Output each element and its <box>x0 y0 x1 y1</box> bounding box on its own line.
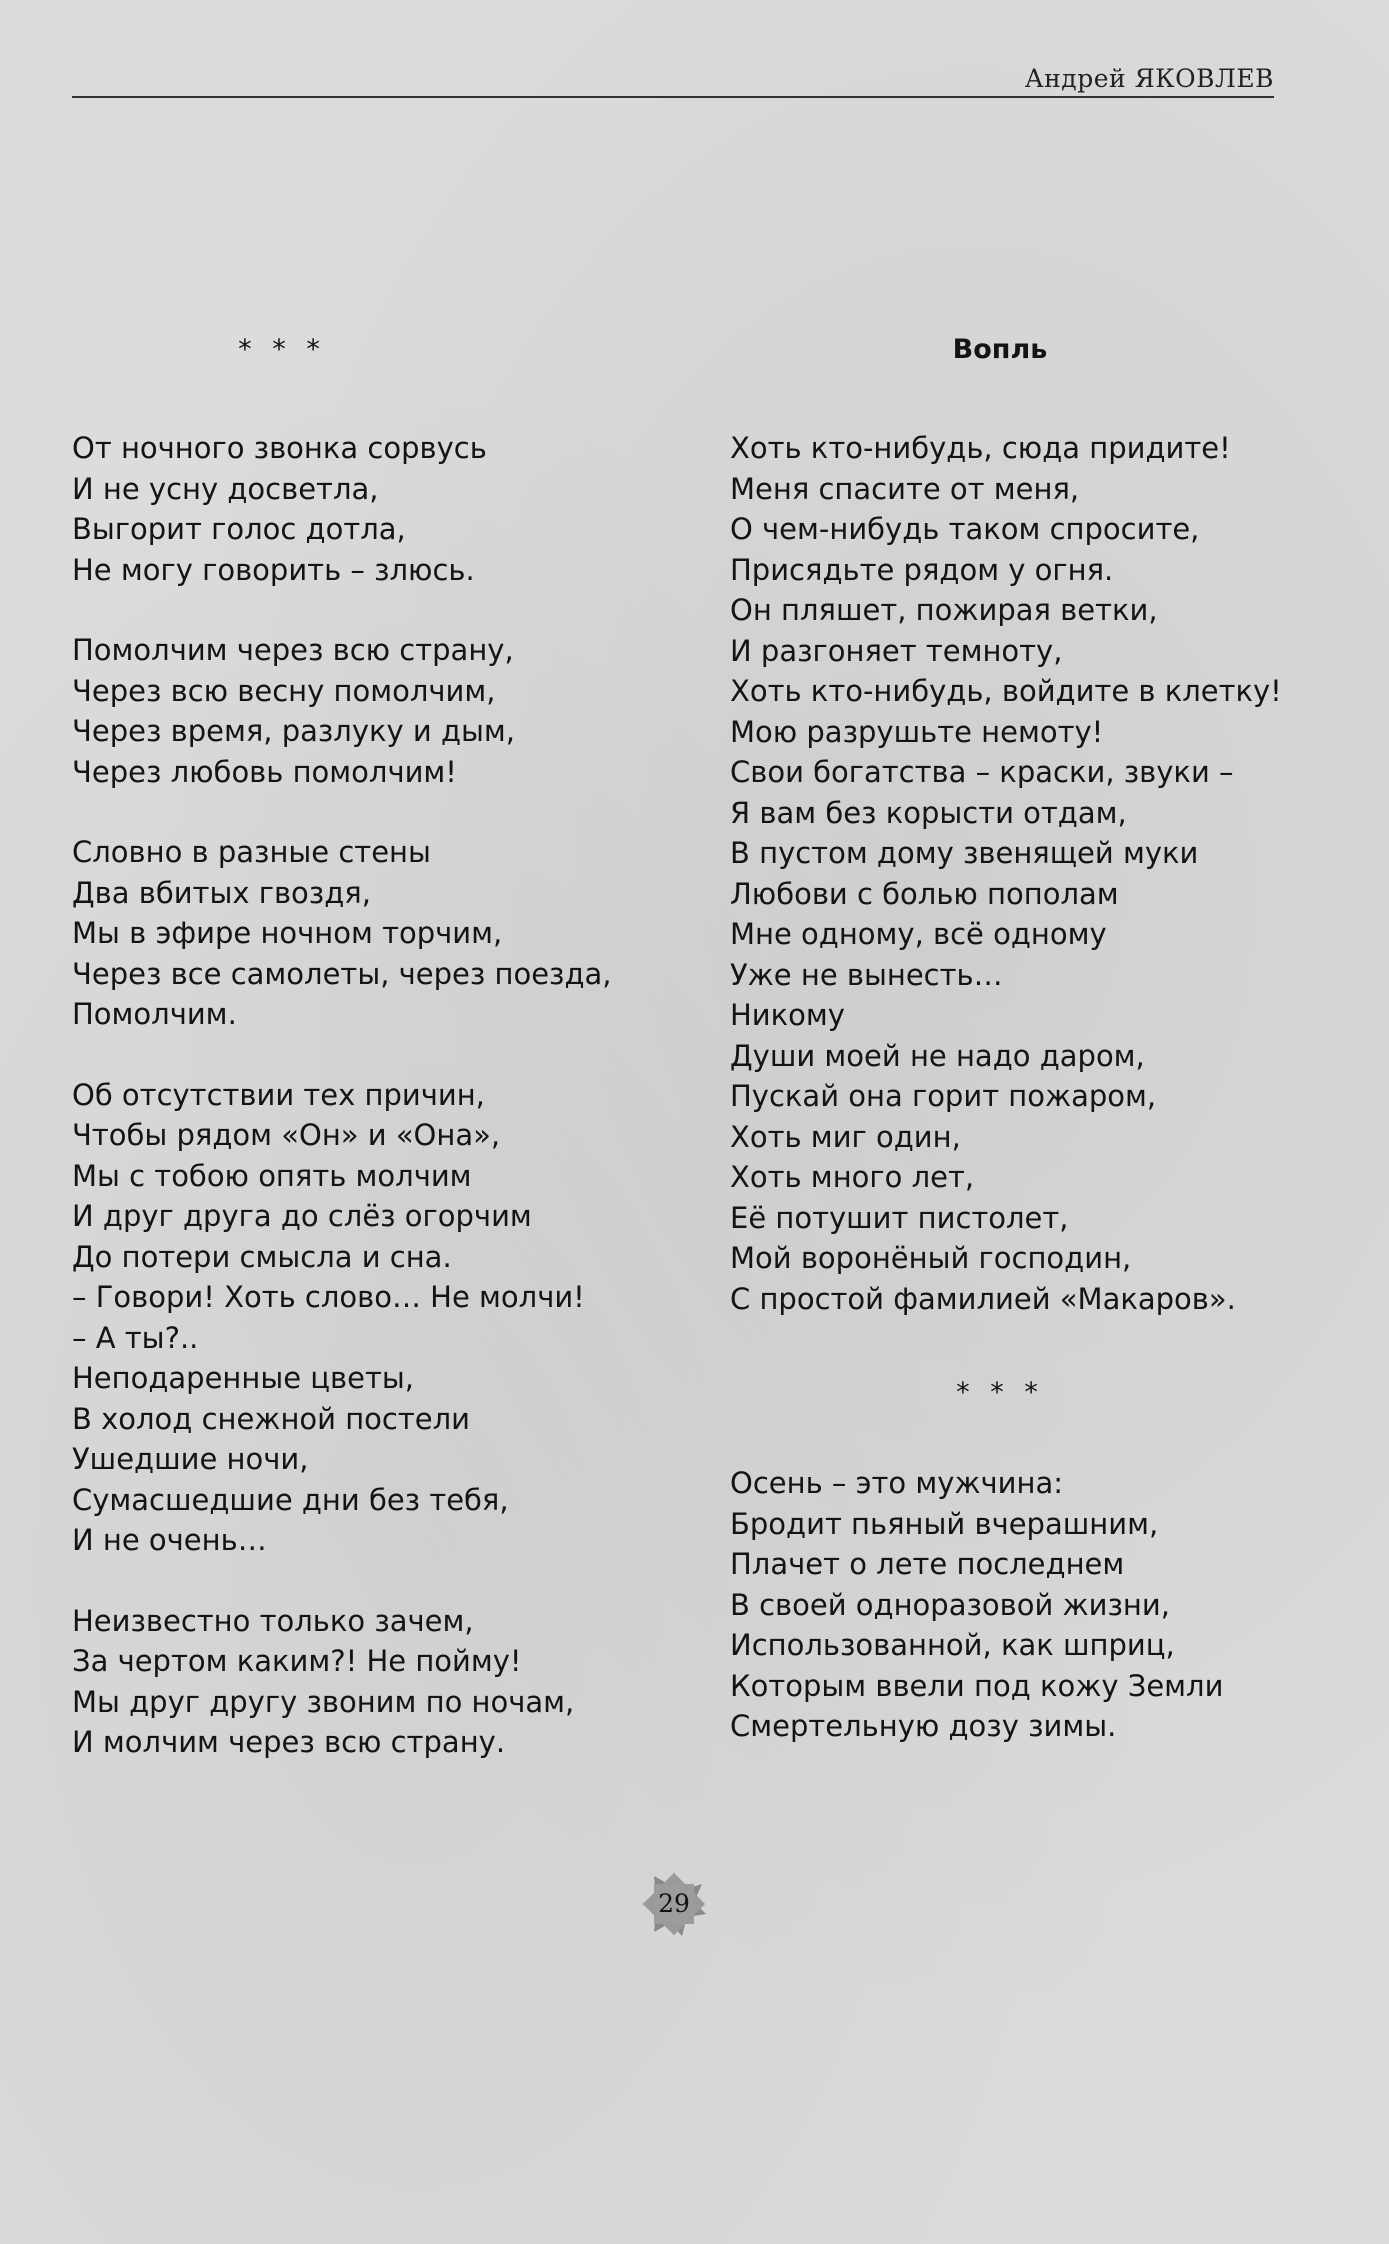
poem-line: Мой воронёный господин, <box>730 1241 1132 1275</box>
poem-line: Через время, разлуку и дым, <box>72 714 516 748</box>
poem-line: Мою разрушьте немоту! <box>730 714 1104 749</box>
poem-line: Помолчим через всю страну, <box>72 633 514 667</box>
poem-line: Уже не вынесть… <box>730 957 1003 992</box>
poem-line: Мне одному, всё одному <box>730 917 1107 951</box>
poem-vopl <box>730 428 1310 1319</box>
poem-line: Никому <box>730 998 845 1032</box>
poem-marker-stars: * * * <box>238 334 326 365</box>
poem-line: Смертельную дозу зимы. <box>730 1709 1117 1743</box>
page-number: 29 <box>658 1889 690 1918</box>
poem-line: За чертом каким?! Не пойму! <box>72 1644 522 1678</box>
header-rule <box>72 96 1274 98</box>
poem-line: Хоть миг один, <box>730 1119 961 1154</box>
poem-line: Он пляшет, пожирая ветки, <box>730 593 1158 627</box>
poem-line: Выгорит голос дотла, <box>72 512 406 546</box>
poem-line: До потери смысла и сна. <box>72 1239 452 1274</box>
poem-line: Ушедшие ночи, <box>72 1442 309 1476</box>
poem-line: Любови с болью пополам <box>730 876 1119 911</box>
poem-line: Два вбитых гвоздя, <box>72 875 371 910</box>
poem-marker-stars-2: * * * <box>956 1377 1044 1408</box>
poem-line: От ночного звонка сорвусь <box>72 431 487 465</box>
poem-line: И не усну досветла, <box>72 471 379 506</box>
poem-line: Словно в разные стены <box>72 835 431 869</box>
poem-line: В пустом дому звенящей муки <box>730 836 1199 870</box>
poem-line: И молчим через всю страну. <box>72 1725 506 1759</box>
poem-line: Плачет о лете последнем <box>730 1547 1125 1581</box>
poem-line: И не очень… <box>72 1523 267 1557</box>
poem-line: Об отсутствии тех причин, <box>72 1077 485 1112</box>
poem-line: Я вам без корысти отдам, <box>730 795 1127 830</box>
running-head-author: Андрей ЯКОВЛЕВ <box>1024 64 1274 93</box>
poem-line: Хоть много лет, <box>730 1160 975 1194</box>
poem-line: Сумасшедшие дни без тебя, <box>72 1482 509 1517</box>
stanza <box>72 832 692 1035</box>
poem-line: Свои богатства – краски, звуки – <box>730 755 1234 789</box>
poem-line: Через любовь помолчим! <box>72 754 457 789</box>
poem-line: Неизвестно только зачем, <box>72 1603 474 1638</box>
stanza <box>72 1601 692 1763</box>
poem-line: Присядьте рядом у огня. <box>730 552 1114 587</box>
poem-line: Использованной, как шприц, <box>730 1628 1175 1662</box>
poem-line: О чем-нибудь таком спросите, <box>730 512 1200 546</box>
poem-line: И разгоняет темноту, <box>730 633 1063 668</box>
poem-line: Помолчим. <box>72 997 237 1031</box>
poem-line: В своей одноразовой жизни, <box>730 1587 1170 1622</box>
poem-line: Осень – это мужчина: <box>730 1466 1064 1500</box>
poem-line: И друг друга до слёз огорчим <box>72 1199 532 1233</box>
poem-line: Хоть кто-нибудь, сюда придите! <box>730 431 1231 465</box>
poem-line: Меня спасите от меня, <box>730 471 1080 506</box>
poem-line: Мы друг другу звоним по ночам, <box>72 1684 575 1719</box>
poem-line: С простой фамилией «Макаров». <box>730 1281 1236 1316</box>
left-column <box>72 330 692 1803</box>
stanza <box>72 428 692 590</box>
poem-title: Вопль <box>952 334 1048 365</box>
page-number-badge <box>640 1870 708 1938</box>
stanza <box>72 630 692 792</box>
poem-line: Не могу говорить – злюсь. <box>72 552 475 587</box>
poem-line: Через всю весну помолчим, <box>72 673 496 708</box>
poem-line: – Говори! Хоть слово… Не молчи! <box>72 1280 585 1314</box>
left-poem <box>72 428 692 1763</box>
poem-line: Пускай она горит пожаром, <box>730 1079 1157 1113</box>
poem-line: Хоть кто-нибудь, войдите в клетку! <box>730 674 1282 708</box>
poem-osen <box>730 1463 1310 1747</box>
poem-line: Которым ввели под кожу Земли <box>730 1668 1224 1703</box>
stanza <box>72 1075 692 1561</box>
poem-line: Мы в эфире ночном торчим, <box>72 916 503 950</box>
poem-line: Бродит пьяный вчерашним, <box>730 1506 1159 1541</box>
poem-line: Через все самолеты, через поезда, <box>72 956 612 991</box>
right-column <box>730 330 1310 1747</box>
poem-line: Её потушит пистолет, <box>730 1200 1069 1235</box>
poem-line: Мы с тобою опять молчим <box>72 1158 472 1193</box>
poem-line: В холод снежной постели <box>72 1401 470 1436</box>
poem-line: Неподаренные цветы, <box>72 1361 414 1395</box>
poem-line: – А ты?.. <box>72 1320 199 1355</box>
poem-line: Души моей не надо даром, <box>730 1038 1145 1073</box>
poem-line: Чтобы рядом «Он» и «Она», <box>72 1118 501 1152</box>
